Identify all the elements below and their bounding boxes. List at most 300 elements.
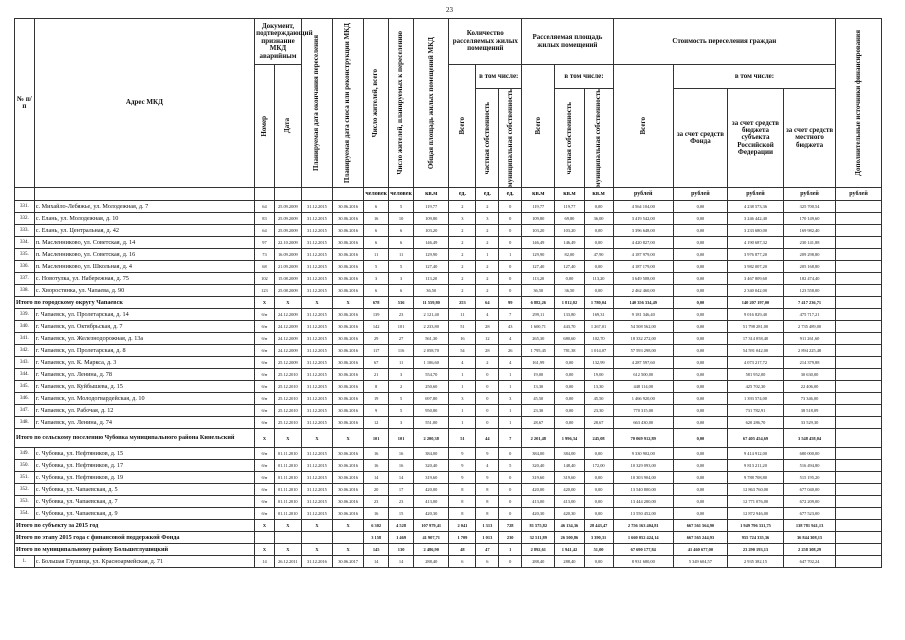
value-cell: 2 058,70	[414, 345, 449, 357]
value-cell: 12	[364, 417, 389, 429]
value-cell: 1 014,07	[584, 345, 613, 357]
address-cell: г. Чапаевск, ул. Пролетарская, д. 14	[34, 309, 254, 321]
value-cell: 448 114,00	[613, 381, 673, 393]
value-cell: 129,90	[522, 249, 555, 261]
address-cell: г. Чапаевск, ул. Ленина, д. 78	[34, 369, 254, 381]
total-label: Итого по субъекту за 2015 год	[15, 520, 255, 532]
table-row	[15, 249, 882, 261]
value-cell: 1 106,60	[414, 357, 449, 369]
value-cell: 15.08.2009	[274, 273, 301, 285]
address-cell: п. Масленниково, ул. Школьная, д. 4	[34, 261, 254, 273]
row-number: 353.	[15, 496, 35, 508]
value-cell	[836, 417, 882, 429]
value-cell: 16	[364, 508, 389, 520]
value-cell	[836, 285, 882, 297]
value-cell: 01.11.2010	[274, 448, 301, 460]
value-cell: 0	[476, 393, 499, 405]
value-cell: 1	[499, 369, 522, 381]
col-rooms-total: Всего	[449, 65, 476, 188]
value-cell: 1	[449, 417, 476, 429]
value-cell: 0,00	[673, 448, 727, 460]
value-cell: 516 494,80	[784, 460, 836, 472]
value-cell: 54	[449, 345, 476, 357]
value-cell: 288,40	[522, 556, 555, 568]
value-cell: 3	[364, 273, 389, 285]
value-cell: 0	[499, 472, 522, 484]
value-cell: 13,30	[584, 381, 613, 393]
total-row	[15, 544, 882, 556]
value-cell: 31.12.2015	[301, 309, 332, 321]
value-cell: 420,30	[555, 508, 584, 520]
value-cell: 127,40	[555, 261, 584, 273]
col-rooms-area: Расселяемая площадь жилых помещений	[522, 19, 613, 65]
value-cell: 31.12.2015	[301, 333, 332, 345]
row-number: 331.	[15, 201, 35, 213]
value-cell: 13 550 452,00	[613, 508, 673, 520]
total-row	[15, 297, 882, 309]
value-cell: 16	[364, 213, 389, 225]
value-cell: 30.06.2016	[333, 309, 364, 321]
value-cell: 2	[476, 237, 499, 249]
value-cell: 4 564 104,00	[613, 201, 673, 213]
value-cell: 30.06.2016	[333, 417, 364, 429]
value-cell: 25.12.2010	[274, 381, 301, 393]
value-cell: 9 330 902,00	[613, 448, 673, 460]
value-cell: 667 561 564,90	[673, 520, 727, 532]
value-cell: 612 500,00	[613, 369, 673, 381]
col-cost-including: в том числе:	[673, 65, 835, 89]
value-cell: 413,00	[522, 496, 555, 508]
address-cell: с. Елань, ул. Центральная, д. 42	[34, 225, 254, 237]
value-cell: 1 660 052 424,14	[613, 532, 673, 544]
row-number: 345.	[15, 381, 35, 393]
value-cell: 119,77	[522, 201, 555, 213]
address-cell: г. Чапаевск, ул. Куйбышева, д. 15	[34, 381, 254, 393]
value-cell: 30.06.2016	[333, 213, 364, 225]
value-cell: 1	[499, 405, 522, 417]
row-number: 342.	[15, 345, 35, 357]
row-number: 354.	[15, 508, 35, 520]
col-area-including: в том числе:	[555, 65, 613, 89]
value-cell: 26	[499, 345, 522, 357]
value-cell: 31.12.2015	[301, 321, 332, 333]
value-cell: б/н	[255, 472, 275, 484]
value-cell: 99	[499, 297, 522, 309]
value-cell: X	[333, 297, 364, 309]
total-label: Итого по городскому округу Чапаевск	[15, 297, 255, 309]
value-cell: 14	[364, 556, 389, 568]
value-cell	[836, 369, 882, 381]
value-cell: 33 529,30	[784, 417, 836, 429]
value-cell: 425 702,30	[727, 381, 783, 393]
value-cell: 0	[499, 508, 522, 520]
col-doc: Документ, подтверждающий признание МКД аварийным	[255, 19, 302, 65]
value-cell: 5	[389, 393, 414, 405]
value-cell: 731 782,91	[727, 405, 783, 417]
value-cell: 0,00	[673, 460, 727, 472]
value-cell: 22.10.2009	[274, 237, 301, 249]
table-row	[15, 381, 882, 393]
value-cell: 680,60	[555, 333, 584, 345]
value-cell: 82,00	[555, 249, 584, 261]
value-cell: X	[274, 429, 301, 448]
value-cell: 1	[449, 381, 476, 393]
value-cell: 16	[389, 460, 414, 472]
value-cell: 3	[389, 417, 414, 429]
table-row	[15, 225, 882, 237]
row-number: 346.	[15, 393, 35, 405]
address-cell: г. Чапаевск, ул. Октябрьская, д. 7	[34, 321, 254, 333]
row-number: 334.	[15, 237, 35, 249]
value-cell: 2 041	[449, 520, 476, 532]
value-cell: 325 700,54	[784, 201, 836, 213]
col-doc-date: Дата	[274, 65, 301, 188]
value-cell	[301, 532, 332, 544]
value-cell: 36,00	[584, 213, 613, 225]
value-cell: 23	[389, 309, 414, 321]
col-cost-total: Всего	[613, 65, 673, 188]
table-row	[15, 261, 882, 273]
col-rooms-private: частная собственность	[476, 89, 499, 188]
value-cell: 6	[389, 285, 414, 297]
value-cell: 4 190 687,32	[727, 237, 783, 249]
col-cost-local: за счет средств местного бюджета	[784, 89, 836, 188]
value-cell: 32 511,89	[522, 532, 555, 544]
value-cell: 31.12.2015	[301, 472, 332, 484]
value-cell: 146,49	[414, 237, 449, 249]
value-cell: 672 209,00	[784, 496, 836, 508]
value-cell: 554,70	[414, 369, 449, 381]
address-cell: с. Чубовка, ул. Нефтяников, д. 19	[34, 472, 254, 484]
value-cell: 4	[449, 357, 476, 369]
value-cell: 01.11.2010	[274, 484, 301, 496]
value-cell: 01.11.2010	[274, 496, 301, 508]
value-cell: 0,00	[673, 249, 727, 261]
value-cell: 6	[364, 201, 389, 213]
value-cell: 581 952,00	[727, 369, 783, 381]
value-cell: б/н	[255, 381, 275, 393]
value-cell: 0,00	[673, 417, 727, 429]
value-cell: 21.09.2009	[274, 261, 301, 273]
value-cell: 11	[364, 249, 389, 261]
value-cell: 2	[449, 225, 476, 237]
address-cell: г. Чапаевск, ул. Молодогвардейская, д. 10	[34, 393, 254, 405]
col-rooms-including: в том числе:	[476, 65, 522, 89]
value-cell: 109,80	[414, 213, 449, 225]
value-cell	[836, 297, 882, 309]
value-cell: 38 518,09	[784, 405, 836, 417]
value-cell: 1 393 574,00	[727, 393, 783, 405]
row-number: 350.	[15, 460, 35, 472]
value-cell	[274, 532, 301, 544]
value-cell: 1 949 796 331,75	[727, 520, 783, 532]
value-cell: 4 073 217,72	[727, 357, 783, 369]
value-cell: 19,00	[584, 369, 613, 381]
value-cell: 420,00	[414, 484, 449, 496]
value-cell: 28	[476, 321, 499, 333]
value-cell: 170 149,60	[784, 213, 836, 225]
value-cell: 4	[499, 357, 522, 369]
value-cell: 30.06.2017	[333, 556, 364, 568]
value-cell: 1 267,01	[584, 321, 613, 333]
value-cell: 97	[255, 237, 275, 249]
value-cell: 2	[476, 273, 499, 285]
value-cell: 678	[364, 297, 389, 309]
value-cell: 536	[389, 297, 414, 309]
value-cell	[836, 393, 882, 405]
value-cell: б/н	[255, 333, 275, 345]
value-cell: 1	[499, 249, 522, 261]
value-cell: 16	[389, 448, 414, 460]
value-cell: 16.09.2009	[274, 249, 301, 261]
value-cell: 31.12.2015	[301, 508, 332, 520]
value-cell: 0,00	[673, 285, 727, 297]
value-cell: 209 298,80	[784, 249, 836, 261]
value-cell: 30.06.2016	[333, 381, 364, 393]
value-cell	[836, 508, 882, 520]
value-cell: 138 781 941,13	[784, 520, 836, 532]
value-cell: 16	[449, 333, 476, 345]
value-cell: б/н	[255, 448, 275, 460]
total-row	[15, 429, 882, 448]
value-cell: 36,50	[522, 285, 555, 297]
value-cell: б/н	[255, 484, 275, 496]
value-cell: б/н	[255, 405, 275, 417]
value-cell	[836, 345, 882, 357]
value-cell: 8	[449, 508, 476, 520]
value-cell: 288,40	[555, 556, 584, 568]
value-cell: 0,00	[673, 484, 727, 496]
value-cell: 677 040,00	[784, 484, 836, 496]
table-row	[15, 273, 882, 285]
value-cell: 4	[499, 333, 522, 345]
value-cell: 3 158	[364, 532, 389, 544]
value-cell: 101	[389, 321, 414, 333]
value-cell: 25.09.2009	[274, 225, 301, 237]
value-cell: 0,00	[584, 508, 613, 520]
table-row	[15, 369, 882, 381]
value-cell: 0,00	[673, 508, 727, 520]
value-cell: 2	[476, 225, 499, 237]
row-number: 351.	[15, 472, 35, 484]
value-cell: 20	[364, 484, 389, 496]
value-cell: 0	[499, 273, 522, 285]
value-cell: 0	[499, 448, 522, 460]
value-cell: 54 508 562,00	[613, 321, 673, 333]
table-row	[15, 357, 882, 369]
row-number: 348.	[15, 417, 35, 429]
value-cell	[836, 333, 882, 345]
value-cell: 19,00	[522, 369, 555, 381]
col-cost: Стоимость переселения граждан	[613, 19, 835, 65]
table-row	[15, 393, 882, 405]
value-cell: 25.09.2009	[274, 213, 301, 225]
value-cell: 29	[364, 333, 389, 345]
value-cell: X	[301, 297, 332, 309]
value-cell: 25.12.2010	[274, 393, 301, 405]
value-cell: 146,49	[555, 237, 584, 249]
value-cell: 1 996,34	[555, 429, 584, 448]
value-cell: 22 406,00	[784, 381, 836, 393]
value-cell: 9	[476, 472, 499, 484]
table-row	[15, 460, 882, 472]
row-number: 339.	[15, 309, 35, 321]
value-cell: 25.09.2009	[274, 201, 301, 213]
value-cell: 420,30	[414, 508, 449, 520]
value-cell: X	[255, 429, 275, 448]
value-cell: 1	[449, 405, 476, 417]
value-cell: X	[274, 520, 301, 532]
value-cell: 17 314 058,40	[727, 333, 783, 345]
value-cell: 6	[364, 285, 389, 297]
value-cell: 14	[389, 472, 414, 484]
value-cell: 420,00	[555, 484, 584, 496]
value-cell: 319,60	[522, 472, 555, 484]
table-row	[15, 213, 882, 225]
address-cell: г. Чапаевск, ул. Ленина, д. 74	[34, 417, 254, 429]
value-cell: 265,30	[522, 333, 555, 345]
value-cell: 129,90	[414, 249, 449, 261]
value-cell: 1 941,42	[555, 544, 584, 556]
value-cell: 0	[499, 225, 522, 237]
value-cell: 0	[476, 417, 499, 429]
value-cell: 667 565 244,93	[673, 532, 727, 544]
value-cell: 28,67	[522, 417, 555, 429]
value-cell: 4	[476, 309, 499, 321]
value-cell: 9	[449, 472, 476, 484]
value-cell: 73 346,00	[784, 393, 836, 405]
value-cell: 130	[389, 544, 414, 556]
value-cell: 30.06.2016	[333, 321, 364, 333]
value-cell: 3 548 458,04	[784, 429, 836, 448]
value-cell: б/н	[255, 321, 275, 333]
value-cell: 3 976 877,20	[727, 249, 783, 261]
value-cell: 30.06.2016	[333, 472, 364, 484]
value-cell: 30.06.2016	[333, 496, 364, 508]
value-cell: 214 379,88	[784, 357, 836, 369]
value-cell: 288,40	[414, 556, 449, 568]
value-cell: 83	[255, 213, 275, 225]
value-cell: 1 466 920,00	[613, 393, 673, 405]
value-cell: 27	[389, 333, 414, 345]
value-cell: 8	[476, 508, 499, 520]
value-cell: 25.12.2010	[274, 405, 301, 417]
value-cell: X	[333, 520, 364, 532]
value-cell: 0,00	[555, 417, 584, 429]
value-cell: 0,00	[673, 496, 727, 508]
value-cell: 1 469	[389, 532, 414, 544]
total-row	[15, 520, 882, 532]
value-cell: 23,30	[522, 405, 555, 417]
value-cell: 119,77	[555, 201, 584, 213]
value-cell: X	[301, 520, 332, 532]
col-area-private: частная собственность	[555, 89, 584, 188]
address-cell: с. Елань, ул. Молодежная, д. 10	[34, 213, 254, 225]
value-cell: 31.12.2015	[301, 237, 332, 249]
value-cell: 8	[364, 381, 389, 393]
value-cell: 47	[476, 544, 499, 556]
value-cell: 8 931 680,00	[613, 556, 673, 568]
value-cell: 384,00	[522, 448, 555, 460]
value-cell: 139	[364, 309, 389, 321]
value-cell: 11 559,80	[414, 297, 449, 309]
value-cell: 31.12.2015	[301, 213, 332, 225]
value-cell: 4 420 827,00	[613, 237, 673, 249]
value-cell: 1	[449, 369, 476, 381]
value-cell: 11	[449, 309, 476, 321]
value-cell: 31.12.2015	[301, 261, 332, 273]
value-cell: 23,30	[584, 405, 613, 417]
table-row	[15, 333, 882, 345]
value-cell: 299,11	[522, 309, 555, 321]
value-cell: 2 340 042,00	[727, 285, 783, 297]
value-cell: 11	[389, 357, 414, 369]
value-cell: 57 593 298,00	[613, 345, 673, 357]
value-cell: 24.12.2009	[274, 345, 301, 357]
value-cell: 12 771 076,00	[727, 496, 783, 508]
value-cell: 41 907,71	[414, 532, 449, 544]
value-cell: 3	[449, 213, 476, 225]
total-label: Итого по муниципальному району Большеглушицкий	[15, 544, 255, 556]
value-cell	[836, 460, 882, 472]
value-cell: 2	[476, 285, 499, 297]
value-cell: X	[255, 520, 275, 532]
value-cell: 8	[449, 484, 476, 496]
value-cell: 3 982 007,20	[727, 261, 783, 273]
value-cell: 0,00	[673, 201, 727, 213]
value-cell	[836, 544, 882, 556]
value-cell	[836, 532, 882, 544]
value-cell: 6	[364, 225, 389, 237]
value-cell	[836, 213, 882, 225]
value-cell: 12	[476, 333, 499, 345]
value-cell: 36,50	[555, 285, 584, 297]
value-cell: 9 181 346,40	[613, 309, 673, 321]
value-cell: 1	[499, 544, 522, 556]
value-cell: 9 414 912,00	[727, 448, 783, 460]
value-cell: 0,00	[673, 429, 727, 448]
value-cell: 0	[499, 213, 522, 225]
value-cell: 2 201,48	[522, 429, 555, 448]
page-number: 23	[446, 6, 453, 14]
value-cell: 0,00	[555, 405, 584, 417]
row-number: 338.	[15, 285, 35, 297]
value-cell: 1	[499, 381, 522, 393]
address-cell: с. Чубовка, ул. Чапаевская, д. 9	[34, 508, 254, 520]
value-cell: 5 349 604,57	[673, 556, 727, 568]
value-cell: 2	[449, 249, 476, 261]
value-cell: 0,00	[673, 321, 727, 333]
value-cell: 0,00	[673, 405, 727, 417]
value-cell: 113,20	[414, 273, 449, 285]
row-number: 1.	[15, 556, 35, 568]
value-cell: 31.12.2015	[301, 460, 332, 472]
value-cell: 107 979,41	[414, 520, 449, 532]
value-cell: 3	[449, 393, 476, 405]
value-cell: 26 500,86	[555, 532, 584, 544]
value-cell: 31.12.2015	[301, 484, 332, 496]
value-cell: 3	[476, 213, 499, 225]
value-cell: 31.12.2015	[301, 249, 332, 261]
value-cell: 30.06.2016	[333, 345, 364, 357]
value-cell: 3	[389, 273, 414, 285]
value-cell: 15	[389, 508, 414, 520]
value-cell: 26.12.2011	[274, 556, 301, 568]
value-cell: 25.12.2010	[274, 369, 301, 381]
value-cell: 182 474,40	[784, 273, 836, 285]
value-cell: б/н	[255, 357, 275, 369]
value-cell	[836, 448, 882, 460]
